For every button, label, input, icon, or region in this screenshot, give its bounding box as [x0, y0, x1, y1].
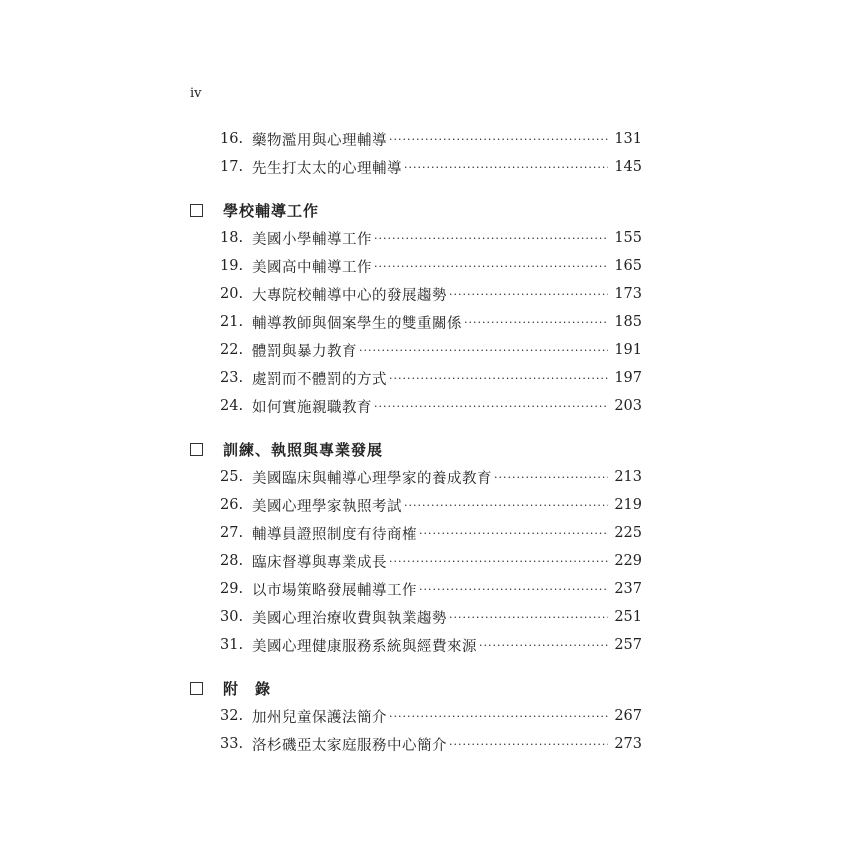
- entry-title: 加州兒童保護法簡介: [252, 709, 387, 726]
- entry-number: 30.: [220, 609, 244, 625]
- dot-leader: [374, 400, 608, 413]
- entry-title: 體罰與暴力教育: [252, 343, 357, 360]
- toc-entry[interactable]: [190, 252, 642, 280]
- entry-page-number: 229: [614, 553, 642, 569]
- entry-page-number: 185: [614, 314, 642, 330]
- toc-entry[interactable]: [190, 463, 642, 491]
- dot-leader: [389, 710, 608, 723]
- entry-page-number: 173: [614, 286, 642, 302]
- dot-leader: [419, 527, 608, 540]
- entry-number: 32.: [220, 708, 244, 724]
- entry-number: 21.: [220, 314, 244, 330]
- entry-page-number: 155: [614, 230, 642, 246]
- section-title: 訓練、執照與專業發展: [223, 440, 384, 459]
- entry-title: 大專院校輔導中心的發展趨勢: [252, 287, 447, 304]
- section-heading: [190, 674, 642, 702]
- entry-number: 27.: [220, 525, 244, 541]
- entry-number: 18.: [220, 230, 244, 246]
- checkbox-square-icon: [190, 443, 203, 456]
- entry-number: 25.: [220, 469, 244, 485]
- toc-entry[interactable]: [190, 491, 642, 519]
- toc-entry[interactable]: [190, 125, 642, 153]
- entry-title: 美國心理治療收費與執業趨勢: [252, 610, 447, 627]
- entry-page-number: 213: [614, 469, 642, 485]
- entry-title: 臨床督導與專業成長: [252, 554, 387, 571]
- toc-entry[interactable]: [190, 392, 642, 420]
- entry-number: 31.: [220, 637, 244, 653]
- entry-page-number: 257: [614, 637, 642, 653]
- toc-entry[interactable]: [190, 547, 642, 575]
- entry-title: 美國高中輔導工作: [252, 259, 372, 276]
- dot-leader: [404, 161, 608, 174]
- entry-title: 輔導教師與個案學生的雙重關係: [252, 315, 462, 332]
- entry-number: 28.: [220, 553, 244, 569]
- entry-title: 美國心理學家執照考試: [252, 498, 402, 515]
- entry-page-number: 203: [614, 398, 642, 414]
- section-heading: [190, 435, 642, 463]
- entry-title: 如何實施親職教育: [252, 399, 372, 416]
- entry-number: 24.: [220, 398, 244, 414]
- entry-page-number: 145: [614, 159, 642, 175]
- entry-number: 20.: [220, 286, 244, 302]
- entry-page-number: 191: [614, 342, 642, 358]
- entry-number: 23.: [220, 370, 244, 386]
- section-title: 附 錄: [223, 679, 272, 698]
- dot-leader: [449, 611, 608, 624]
- entry-title: 美國臨床與輔導心理學家的養成教育: [252, 470, 492, 487]
- dot-leader: [389, 555, 608, 568]
- toc-entry[interactable]: [190, 631, 642, 659]
- entry-page-number: 251: [614, 609, 642, 625]
- toc-entry[interactable]: [190, 702, 642, 730]
- entry-page-number: 219: [614, 497, 642, 513]
- dot-leader: [389, 372, 608, 385]
- entry-title: 先生打太太的心理輔導: [252, 160, 402, 177]
- checkbox-square-icon: [190, 204, 203, 217]
- entry-number: 26.: [220, 497, 244, 513]
- toc-entry[interactable]: [190, 224, 642, 252]
- table-of-contents: [190, 125, 642, 758]
- toc-entry[interactable]: [190, 280, 642, 308]
- toc-entry[interactable]: [190, 575, 642, 603]
- entry-number: 16.: [220, 131, 244, 147]
- dot-leader: [419, 583, 608, 596]
- page-folio: iv: [190, 86, 202, 101]
- entry-page-number: 225: [614, 525, 642, 541]
- toc-entry[interactable]: [190, 308, 642, 336]
- dot-leader: [389, 133, 608, 146]
- entry-number: 19.: [220, 258, 244, 274]
- entry-page-number: 237: [614, 581, 642, 597]
- dot-leader: [359, 344, 608, 357]
- dot-leader: [449, 738, 608, 751]
- toc-entry[interactable]: [190, 153, 642, 181]
- dot-leader: [449, 288, 608, 301]
- entry-page-number: 131: [614, 131, 642, 147]
- entry-title: 輔導員證照制度有待商榷: [252, 526, 417, 543]
- toc-entry[interactable]: [190, 730, 642, 758]
- entry-title: 洛杉磯亞太家庭服務中心簡介: [252, 737, 447, 754]
- dot-leader: [479, 639, 608, 652]
- section-title: 學校輔導工作: [223, 201, 320, 220]
- checkbox-square-icon: [190, 682, 203, 695]
- toc-entry[interactable]: [190, 336, 642, 364]
- entry-title: 美國小學輔導工作: [252, 231, 372, 248]
- dot-leader: [404, 499, 608, 512]
- entry-title: 處罰而不體罰的方式: [252, 371, 387, 388]
- toc-entry[interactable]: [190, 519, 642, 547]
- entry-title: 以市場策略發展輔導工作: [252, 582, 417, 599]
- toc-entry[interactable]: [190, 603, 642, 631]
- toc-entry[interactable]: [190, 364, 642, 392]
- entry-page-number: 197: [614, 370, 642, 386]
- entry-number: 29.: [220, 581, 244, 597]
- dot-leader: [374, 232, 608, 245]
- entry-title: 美國心理健康服務系統與經費來源: [252, 638, 477, 655]
- entry-page-number: 273: [614, 736, 642, 752]
- entry-page-number: 165: [614, 258, 642, 274]
- section-heading: [190, 196, 642, 224]
- entry-number: 22.: [220, 342, 244, 358]
- dot-leader: [464, 316, 608, 329]
- dot-leader: [374, 260, 608, 273]
- entry-number: 33.: [220, 736, 244, 752]
- entry-title: 藥物濫用與心理輔導: [252, 132, 387, 149]
- entry-number: 17.: [220, 159, 244, 175]
- dot-leader: [494, 471, 608, 484]
- entry-page-number: 267: [614, 708, 642, 724]
